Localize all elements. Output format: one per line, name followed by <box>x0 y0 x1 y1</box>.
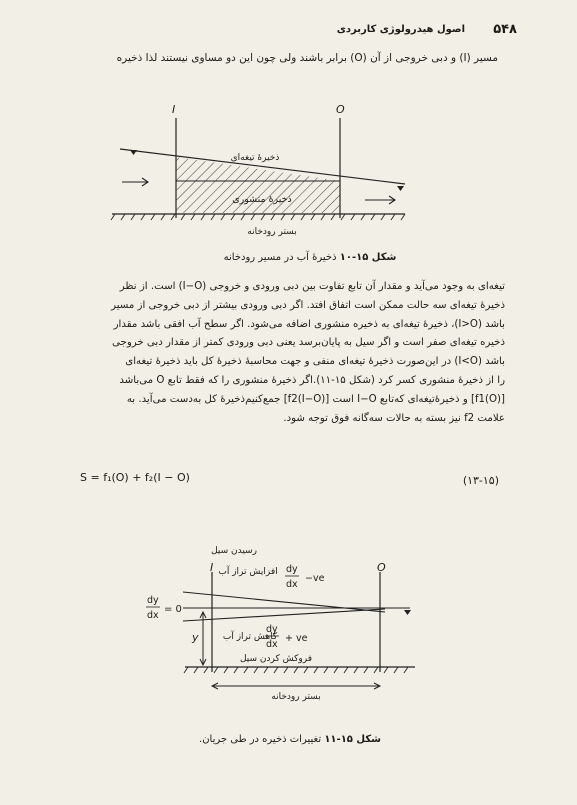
prism-storage-label: ذخیرهٔ منشوری <box>232 194 292 205</box>
figure1-caption-number: شکل ۱۵-۱۰ <box>339 252 397 263</box>
surface-marker <box>404 610 411 615</box>
paragraph-line: تیغه‌ای به وجود می‌آید و مقدار آن تابع تفاوت بین دبی ورودی و خروجی (I−O) است. از نظر <box>119 281 505 292</box>
flood-arrival-label: رسیدن سیل <box>211 546 257 556</box>
page-number: ۵۴۸ <box>493 22 517 37</box>
paragraph-line: علامت f2 نیز بسته به حالات سه‌گانه فوق توجه شود. <box>283 412 505 424</box>
rise-label: افزایش تراز آب <box>218 567 278 577</box>
paragraph-line: باشد (I>O)، ذخیرهٔ تیغه‌ای به ذخیره منشوری اضافه می‌شود. اگر سطح آب افقی باشد مقدار <box>113 318 505 330</box>
label-O: O <box>336 103 345 116</box>
paragraph-line: باشد (I<O) در این‌صورت ذخیرهٔ تیغه‌ای منفی و جهت محاسبهٔ ذخیرهٔ کل باید ذخیرهٔ تیغه‌ای <box>125 356 505 368</box>
paragraph-line: ذخیرهٔ تیغه‌ای سه حالت ممکن است اتفاق افتد. اگر دبی ورودی بیشتر از دبی خروجی از مسیر <box>111 299 505 311</box>
dy-numerator: dy <box>286 564 298 575</box>
paragraph-line: ذخیره تیغه‌ای صفر است و اگر سیل به پایان‌برسد یعنی دبی ورودی کمتر از مقدار دبی خروجی <box>112 337 505 349</box>
negative-slope: −ve <box>305 573 325 584</box>
rising-profile <box>183 592 385 612</box>
label-I: I <box>210 561 214 574</box>
outflow-arrow <box>365 196 395 204</box>
figure2-caption <box>180 734 400 745</box>
equation-number: (۱۳-۱۵) <box>462 474 499 487</box>
figure2-caption-text: تغییرات ذخیره در طی جریان. <box>199 734 322 745</box>
dx-denominator-left: dx <box>147 610 159 621</box>
figure-storage-variation <box>0 535 577 715</box>
paragraph-line: را از ذخیرهٔ منشوری کسر کرد (شکل ۱۵-۱۱).اگر ذخیرهٔ منشوری را که فقط تابع O می‌باشد <box>119 374 505 386</box>
dx-denominator-bottom: dx <box>266 639 278 650</box>
page-header <box>60 22 517 42</box>
paragraph-line: [f1(O)] و ذخیرهٔ‌تیغه‌ای که‌تابع I−O است [f2(I−O)] جمع‌کنیم‌ذخیرهٔ کل به‌دست می‌آید. به <box>126 393 505 405</box>
falling-profile <box>183 609 385 621</box>
riverbed-hatch <box>184 667 408 673</box>
figure-storage-diagram <box>0 90 577 240</box>
label-I: I <box>172 103 176 116</box>
depth-label: y <box>192 631 199 644</box>
dy-numerator-left: dy <box>147 595 159 606</box>
figure1-caption <box>200 252 420 263</box>
label-O: O <box>377 561 386 574</box>
positive-slope: + ve <box>285 633 308 644</box>
bed-label: بستر رودخانه <box>247 227 297 237</box>
riverbed-hatch <box>111 214 405 220</box>
body-paragraph <box>75 278 505 428</box>
inflow-arrow <box>122 178 148 186</box>
figure1-caption-text: ذخیرهٔ آب در مسیر رودخانه <box>223 252 337 263</box>
zero-slope: = 0 <box>164 604 182 615</box>
bed-label: بستر رودخانه <box>271 692 321 702</box>
surface-marker-right <box>397 186 404 191</box>
figure2-caption-number: شکل ۱۵-۱۱ <box>324 734 381 745</box>
dy-numerator-bottom: dy <box>266 624 278 635</box>
dx-denominator: dx <box>286 579 298 590</box>
running-title: اصول هیدرولوژی کاربردی <box>336 24 465 35</box>
fall-label: کاهش تراز آب <box>222 632 278 642</box>
surface-marker-left <box>130 150 137 155</box>
recession-label: فروکش کردن سیل <box>239 654 313 664</box>
equation: S = f₁(O) + f₂(I − O) <box>80 471 190 484</box>
intro-line: مسیر (I) و دبی خروجی از آن (O) برابر باشند ولی چون این دو مساوی نیستند لذا ذخیره <box>116 52 498 64</box>
wedge-storage-label: ذخیرهٔ تیغه‌ای <box>230 153 280 163</box>
